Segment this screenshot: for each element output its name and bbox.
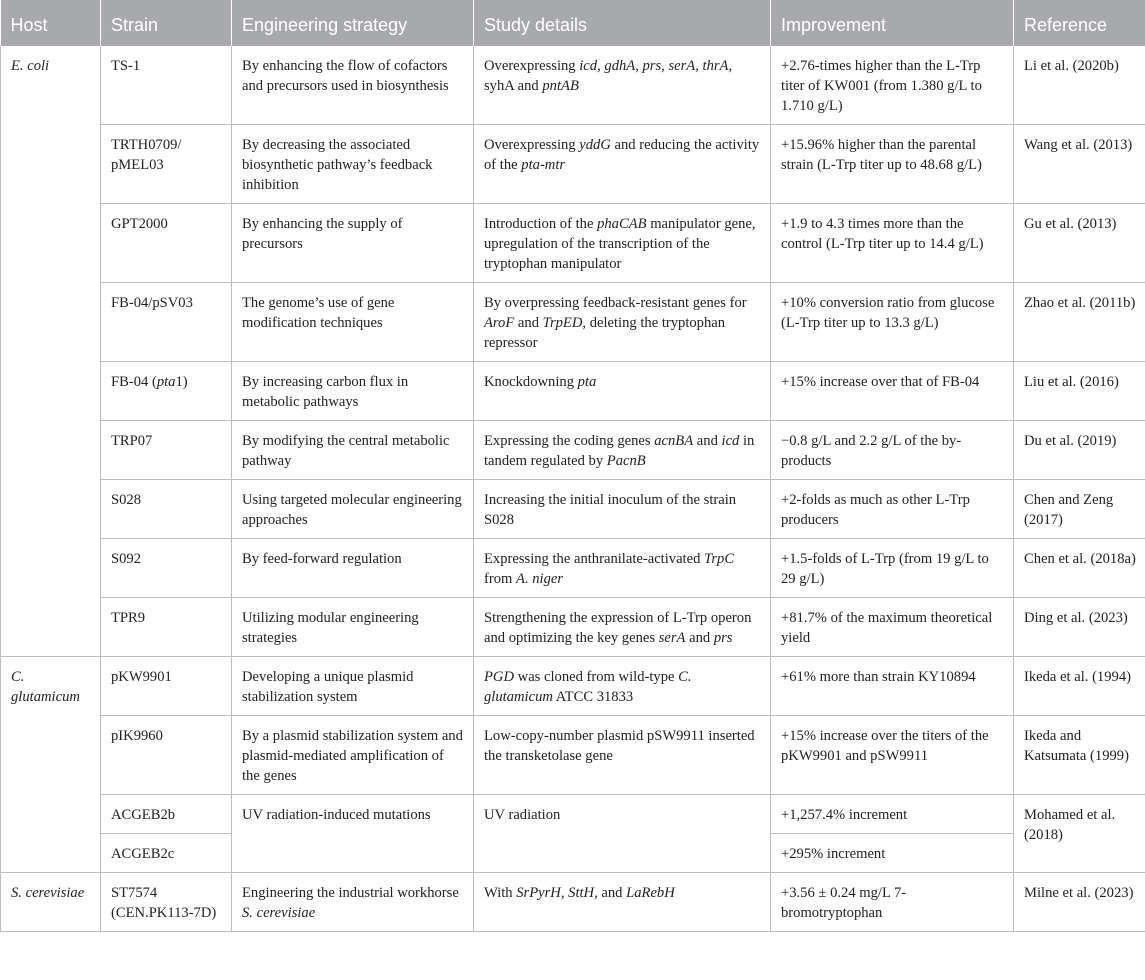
improvement-cell: +2.76-times higher than the L-Trp titer of KW001 (from 1.380 g/L to 1.710 g/L) [771, 46, 1014, 125]
strain-cell: S092 [101, 539, 232, 598]
host-name: S. cerevisiae [11, 885, 85, 901]
details-cell: Expressing the coding genes acnBA and icd in tandem regulated by PacnB [474, 421, 771, 480]
strain-cell: TRTH0709/ pMEL03 [101, 125, 232, 204]
improvement-cell: +15% increase over that of FB-04 [771, 362, 1014, 421]
table-row [1, 795, 1145, 834]
header-row [1, 0, 1145, 46]
table-row [1, 46, 1145, 125]
strategy-cell: By modifying the central metabolic pathway [232, 421, 474, 480]
details-cell: Overexpressing yddG and reducing the activity of the pta-mtr [474, 125, 771, 204]
reference-cell: Liu et al. (2016) [1014, 362, 1145, 421]
strain-cell: TS-1 [101, 46, 232, 125]
improvement-cell: +295% increment [771, 834, 1014, 873]
table-row [1, 125, 1145, 204]
improvement-cell: +1.5-folds of L-Trp (from 19 g/L to 29 g/L) [771, 539, 1014, 598]
table-row [1, 362, 1145, 421]
reference-cell: Ikeda and Katsumata (1999) [1014, 716, 1145, 795]
improvement-cell: +2-folds as much as other L-Trp producers [771, 480, 1014, 539]
strain-cell: pIK9960 [101, 716, 232, 795]
header-study-details: Study details [474, 0, 771, 46]
reference-cell: Milne et al. (2023) [1014, 873, 1145, 932]
host-cell [1, 657, 101, 873]
strain-cell: ST7574 (CEN.PK113-7D) [101, 873, 232, 932]
strategy-cell: By enhancing the supply of precursors [232, 204, 474, 283]
strain-cell: FB-04/pSV03 [101, 283, 232, 362]
header-improvement: Improvement [771, 0, 1014, 46]
strain-cell: TPR9 [101, 598, 232, 657]
host-cell [1, 873, 101, 932]
improvement-cell: +3.56 ± 0.24 mg/L 7-bromotryptophan [771, 873, 1014, 932]
reference-cell: Ding et al. (2023) [1014, 598, 1145, 657]
improvement-cell: +15.96% higher than the parental strain (L-Trp titer up to 48.68 g/L) [771, 125, 1014, 204]
table-row [1, 421, 1145, 480]
reference-cell: Li et al. (2020b) [1014, 46, 1145, 125]
reference-cell: Mohamed et al. (2018) [1014, 795, 1145, 873]
strategy-cell: By increasing carbon flux in metabolic pathways [232, 362, 474, 421]
strategy-cell: By enhancing the flow of cofactors and precursors used in biosynthesis [232, 46, 474, 125]
strategy-cell: Using targeted molecular engineering approaches [232, 480, 474, 539]
table-row [1, 480, 1145, 539]
strategy-cell: Developing a unique plasmid stabilization system [232, 657, 474, 716]
header-engineering-strategy: Engineering strategy [232, 0, 474, 46]
improvement-cell: +15% increase over the titers of the pKW9901 and pSW9911 [771, 716, 1014, 795]
details-cell: By overpressing feedback-resistant genes for AroF and TrpED, deleting the tryptophan repressor [474, 283, 771, 362]
strategy-cell: The genome’s use of gene modification techniques [232, 283, 474, 362]
improvement-cell: +61% more than strain KY10894 [771, 657, 1014, 716]
strain-cell: S028 [101, 480, 232, 539]
table-row [1, 539, 1145, 598]
details-cell: With SrPyrH, SttH, and LaRebH [474, 873, 771, 932]
details-cell: Strengthening the expression of L-Trp operon and optimizing the key genes serA and prs [474, 598, 771, 657]
table-row [1, 283, 1145, 362]
strain-cell: ACGEB2b [101, 795, 232, 834]
details-cell: Knockdowning pta [474, 362, 771, 421]
strain-cell: FB-04 (pta1) [101, 362, 232, 421]
improvement-cell: +1,257.4% increment [771, 795, 1014, 834]
reference-cell: Zhao et al. (2011b) [1014, 283, 1145, 362]
improvement-cell: −0.8 g/L and 2.2 g/L of the by-products [771, 421, 1014, 480]
strategy-cell: UV radiation-induced mutations [232, 795, 474, 873]
improvement-cell: +81.7% of the maximum theoretical yield [771, 598, 1014, 657]
host-cell [1, 46, 101, 657]
reference-cell: Ikeda et al. (1994) [1014, 657, 1145, 716]
reference-cell: Chen and Zeng (2017) [1014, 480, 1145, 539]
table-row [1, 657, 1145, 716]
improvement-cell: +10% conversion ratio from glucose (L-Trp titer up to 13.3 g/L) [771, 283, 1014, 362]
host-name: E. coli [11, 58, 50, 74]
reference-cell: Du et al. (2019) [1014, 421, 1145, 480]
table-row [1, 204, 1145, 283]
header-strain: Strain [101, 0, 232, 46]
strategy-cell: By a plasmid stabilization system and plasmid-mediated amplification of the genes [232, 716, 474, 795]
reference-cell: Chen et al. (2018a) [1014, 539, 1145, 598]
details-cell: Increasing the initial inoculum of the strain S028 [474, 480, 771, 539]
details-cell: Introduction of the phaCAB manipulator gene, upregulation of the transcription of the tryptophan manipulator [474, 204, 771, 283]
details-cell: Overexpressing icd, gdhA, prs, serA, thrA, syhA and pntAB [474, 46, 771, 125]
reference-cell: Wang et al. (2013) [1014, 125, 1145, 204]
strategy-cell: By feed-forward regulation [232, 539, 474, 598]
host-name: C. glutamicum [11, 669, 80, 705]
header-reference: Reference [1014, 0, 1145, 46]
strategy-cell: By decreasing the associated biosynthetic pathway’s feedback inhibition [232, 125, 474, 204]
header-host: Host [1, 0, 101, 46]
strategy-cell: Utilizing modular engineering strategies [232, 598, 474, 657]
improvement-cell: +1.9 to 4.3 times more than the control (L-Trp titer up to 14.4 g/L) [771, 204, 1014, 283]
details-cell: Low-copy-number plasmid pSW9911 inserted the transketolase gene [474, 716, 771, 795]
table-row [1, 598, 1145, 657]
strain-cell: TRP07 [101, 421, 232, 480]
details-cell: PGD was cloned from wild-type C. glutamicum ATCC 31833 [474, 657, 771, 716]
details-cell: Expressing the anthranilate-activated TrpC from A. niger [474, 539, 771, 598]
table-row [1, 873, 1145, 932]
reference-cell: Gu et al. (2013) [1014, 204, 1145, 283]
details-cell: UV radiation [474, 795, 771, 873]
strategy-cell: Engineering the industrial workhorse S. cerevisiae [232, 873, 474, 932]
strain-cell: ACGEB2c [101, 834, 232, 873]
strain-cell: pKW9901 [101, 657, 232, 716]
strain-cell: GPT2000 [101, 204, 232, 283]
table-row [1, 716, 1145, 795]
